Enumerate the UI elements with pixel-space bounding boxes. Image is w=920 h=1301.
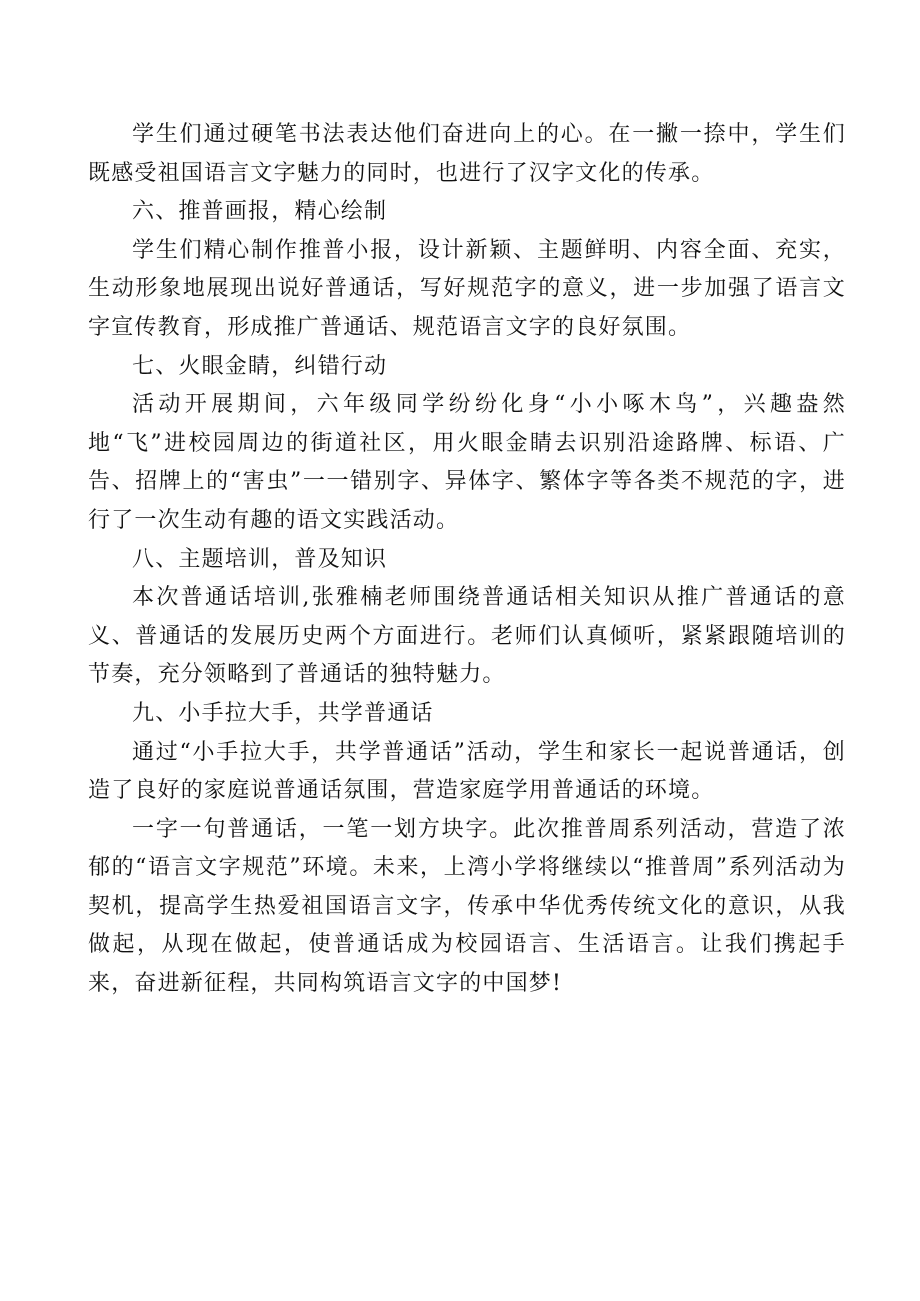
paragraph-training: 本次普通话培训,张雅楠老师围绕普通话相关知识从推广普通话的意义、普通话的发展历史两个方面进行。老师们认真倾听，紧紧跟随培训的节奏，充分领略到了普通话的独特魅力。 bbox=[88, 585, 846, 688]
section-heading-9: 九、小手拉大手，共学普通话 bbox=[132, 700, 434, 726]
section-heading-6: 六、推普画报，精心绘制 bbox=[132, 199, 388, 225]
paragraph-error-correction: 活动开展期间，六年级同学纷纷化身“小小啄木鸟”，兴趣盎然地“飞”进校园周边的街道社区，用火眼金睛去识别沿途路牌、标语、广告、招牌上的“害虫”一一错别字、异体字、繁体字等各类不规范的字，进行了一次生动有趣的语文实践活动。 bbox=[88, 392, 846, 533]
paragraph-conclusion: 一字一句普通话，一笔一划方块字。此次推普周系列活动，营造了浓郁的“语言文字规范”环境。未来，上湾小学将继续以“推普周”系列活动为契机，提高学生热爱祖国语言文字，传承中华优秀传统文化的意识，从我做起，从现在做起，使普通话成为校园语言、生活语言。让我们携起手来，奋进新征程，共同构筑语言文字的中国梦! bbox=[88, 816, 846, 997]
section-heading-8: 八、主题培训，普及知识 bbox=[132, 546, 388, 572]
paragraph-poster: 学生们精心制作推普小报，设计新颖、主题鲜明、内容全面、充实，生动形象地展现出说好普通话，写好规范字的意义，进一步加强了语言文字宣传教育，形成推广普通话、规范语言文字的良好氛围。 bbox=[88, 237, 846, 340]
paragraph-calligraphy: 学生们通过硬笔书法表达他们奋进向上的心。在一撇一捺中，学生们既感受祖国语言文字魅力的同时，也进行了汉字文化的传承。 bbox=[88, 122, 846, 186]
section-heading-7: 七、火眼金睛，纠错行动 bbox=[132, 353, 388, 379]
paragraph-family: 通过“小手拉大手，共学普通话”活动，学生和家长一起说普通话，创造了良好的家庭说普通话氛围，营造家庭学用普通话的环境。 bbox=[88, 739, 846, 804]
document-body bbox=[88, 116, 846, 1004]
